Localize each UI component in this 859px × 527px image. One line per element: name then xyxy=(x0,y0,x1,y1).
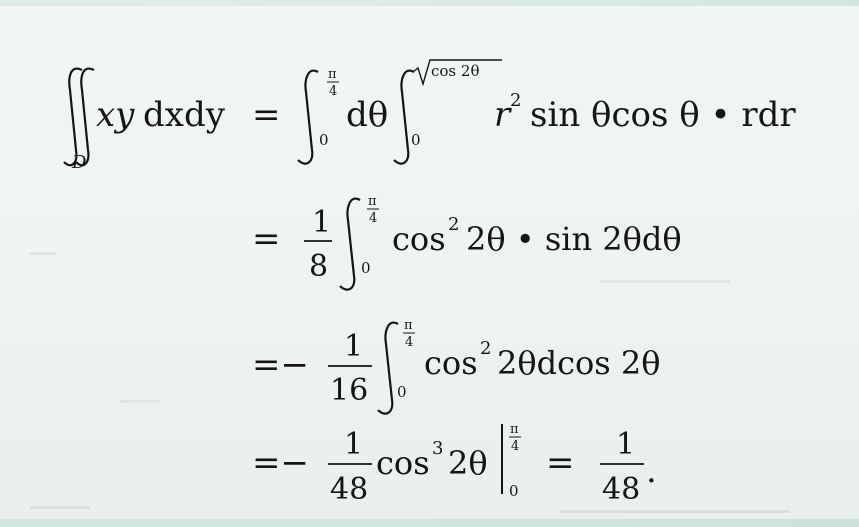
result-period: . xyxy=(646,451,657,491)
line-3 xyxy=(252,318,661,414)
line2-func: cos xyxy=(392,220,446,258)
line4-coef-num: 1 xyxy=(344,427,364,462)
line3-upper-four: 4 xyxy=(405,335,414,350)
inner-integrand-rest: sin θcos θ • rdr xyxy=(530,95,796,135)
outer-differential: dθ xyxy=(346,95,389,135)
line3-lower-zero: 0 xyxy=(397,383,407,401)
line3-func-exp: 2 xyxy=(480,338,492,359)
eval-upper-four: 4 xyxy=(511,439,520,454)
line3-coef-den: 16 xyxy=(330,373,369,408)
line3-integral-sign xyxy=(378,323,398,414)
eval-lower-zero: 0 xyxy=(509,482,519,500)
line3-coef-num: 1 xyxy=(344,329,364,364)
line4-coef-den: 48 xyxy=(330,472,369,507)
inner-upper-radicand: cos 2θ xyxy=(431,62,480,80)
line2-coef-num: 1 xyxy=(312,205,332,240)
line3-upper-pi: π xyxy=(404,318,413,333)
line4-body: 2θ xyxy=(448,444,488,482)
outer-upper-pi: π xyxy=(328,67,337,82)
line3-body: 2θdcos 2θ xyxy=(497,344,661,382)
line3-rel: =− xyxy=(252,345,309,385)
double-integral-sign xyxy=(64,69,82,166)
outer-integral-sign xyxy=(298,71,318,164)
line2-integral-sign xyxy=(340,199,360,290)
line3-func: cos xyxy=(424,344,478,382)
line2-upper-four: 4 xyxy=(369,211,378,226)
outer-lower-zero: 0 xyxy=(319,131,329,149)
line-1 xyxy=(64,60,796,173)
line2-equals: = xyxy=(252,219,281,259)
result-num: 1 xyxy=(616,427,636,462)
line-2 xyxy=(252,194,682,290)
lhs-integrand: xy xyxy=(96,95,135,135)
line4-rel: =− xyxy=(252,443,309,483)
region-d: D xyxy=(72,152,87,173)
line2-upper-pi: π xyxy=(368,194,377,209)
inner-r: r xyxy=(494,95,511,135)
line4-equals: = xyxy=(546,443,575,483)
line4-func-exp: 3 xyxy=(432,438,444,459)
line1-equals: = xyxy=(252,95,281,135)
outer-upper-four: 4 xyxy=(329,84,338,99)
lhs-differentials: dxdy xyxy=(143,95,225,135)
inner-lower-zero: 0 xyxy=(411,131,421,149)
line4-func: cos xyxy=(376,444,430,482)
inner-r-exponent: 2 xyxy=(510,90,522,111)
result-den: 48 xyxy=(602,472,641,507)
line-4 xyxy=(252,422,657,507)
line2-lower-zero: 0 xyxy=(361,259,371,277)
line2-coef-den: 8 xyxy=(309,249,329,284)
line2-body: 2θ • sin 2θdθ xyxy=(466,220,682,258)
line2-func-exp: 2 xyxy=(448,214,460,235)
eval-upper-pi: π xyxy=(510,422,519,437)
inner-integral-sign xyxy=(394,71,414,164)
